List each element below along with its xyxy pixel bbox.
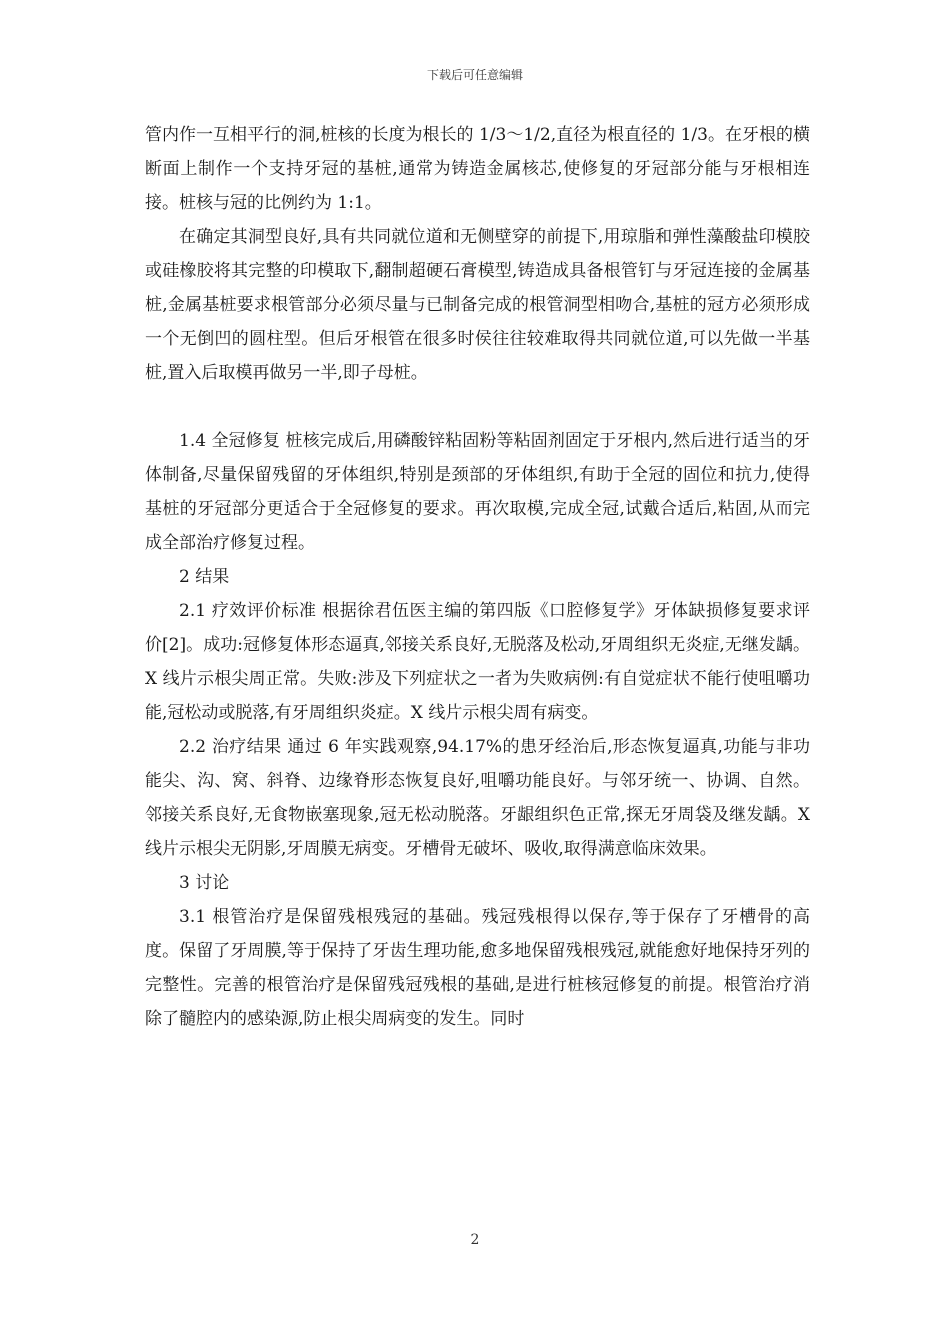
- paragraph-evaluation-criteria: 2.1 疗效评价标准 根据徐君伍医主编的第四版《口腔修复学》牙体缺损修复要求评价[2]。成功:冠修复体形态逼真,邻接关系良好,无脱落及松动,牙周组织无炎症,无继发龋。X 线片示根尖周正常。失败:涉及下列症状之一者为失败病例:有自觉症状不能行使咀嚼功能,冠松动或脱落,有牙周组织炎症。X 线片示根尖周有病变。: [145, 601, 810, 723]
- page-header: 下载后可任意编辑: [426, 68, 523, 82]
- document-body: [145, 118, 810, 1036]
- page-number: 2: [470, 1232, 480, 1248]
- paragraph-full-crown: 1.4 全冠修复 桩核完成后,用磷酸锌粘固粉等粘固剂固定于牙根内,然后进行适当的牙体制备,尽量保留残留的牙体组织,特别是颈部的牙体组织,有助于全冠的固位和抗力,使得基桩的牙冠部分更适合于全冠修复的要求。再次取模,完成全冠,试戴合适后,粘固,从而完成全部治疗修复过程。: [145, 431, 810, 553]
- paragraph-continuation: 管内作一互相平行的洞,桩核的长度为根长的 1/3～1/2,直径为根直径的 1/3。在牙根的横断面上制作一个支持牙冠的基桩,通常为铸造金属核芯,使修复的牙冠部分能与牙根相连接。桩核与冠的比例约为 1:1。: [145, 125, 810, 213]
- paragraph-impression: 在确定其洞型良好,具有共同就位道和无侧壁穿的前提下,用琼脂和弹性藻酸盐印模胶或硅橡胶将其完整的印模取下,翻制超硬石膏模型,铸造成具备根管钉与牙冠连接的金属基桩,金属基桩要求根管部分必须尽量与已制备完成的根管洞型相吻合,基桩的冠方必须形成一个无倒凹的圆柱型。但后牙根管在很多时侯往往较难取得共同就位道,可以先做一半基桩,置入后取模再做另一半,即子母桩。: [145, 227, 810, 383]
- heading-results: 2 结果: [179, 567, 230, 587]
- heading-discussion: 3 讨论: [179, 873, 230, 893]
- paragraph-root-canal: 3.1 根管治疗是保留残根残冠的基础。残冠残根得以保存,等于保存了牙槽骨的高度。保留了牙周膜,等于保持了牙齿生理功能,愈多地保留残根残冠,就能愈好地保持牙列的完整性。完善的根管治疗是保留残冠残根的基础,是进行桩核冠修复的前提。根管治疗消除了髓腔内的感染源,防止根尖周病变的发生。同时: [145, 907, 810, 1029]
- paragraph-treatment-results: 2.2 治疗结果 通过 6 年实践观察,94.17%的患牙经治后,形态恢复逼真,功能与非功能尖、沟、窝、斜脊、边缘脊形态恢复良好,咀嚼功能良好。与邻牙统一、协调、自然。邻接关系良好,无食物嵌塞现象,冠无松动脱落。牙龈组织色正常,探无牙周袋及继发龋。X 线片示根尖无阴影,牙周膜无病变。牙槽骨无破坏、吸收,取得满意临床效果。: [145, 737, 810, 859]
